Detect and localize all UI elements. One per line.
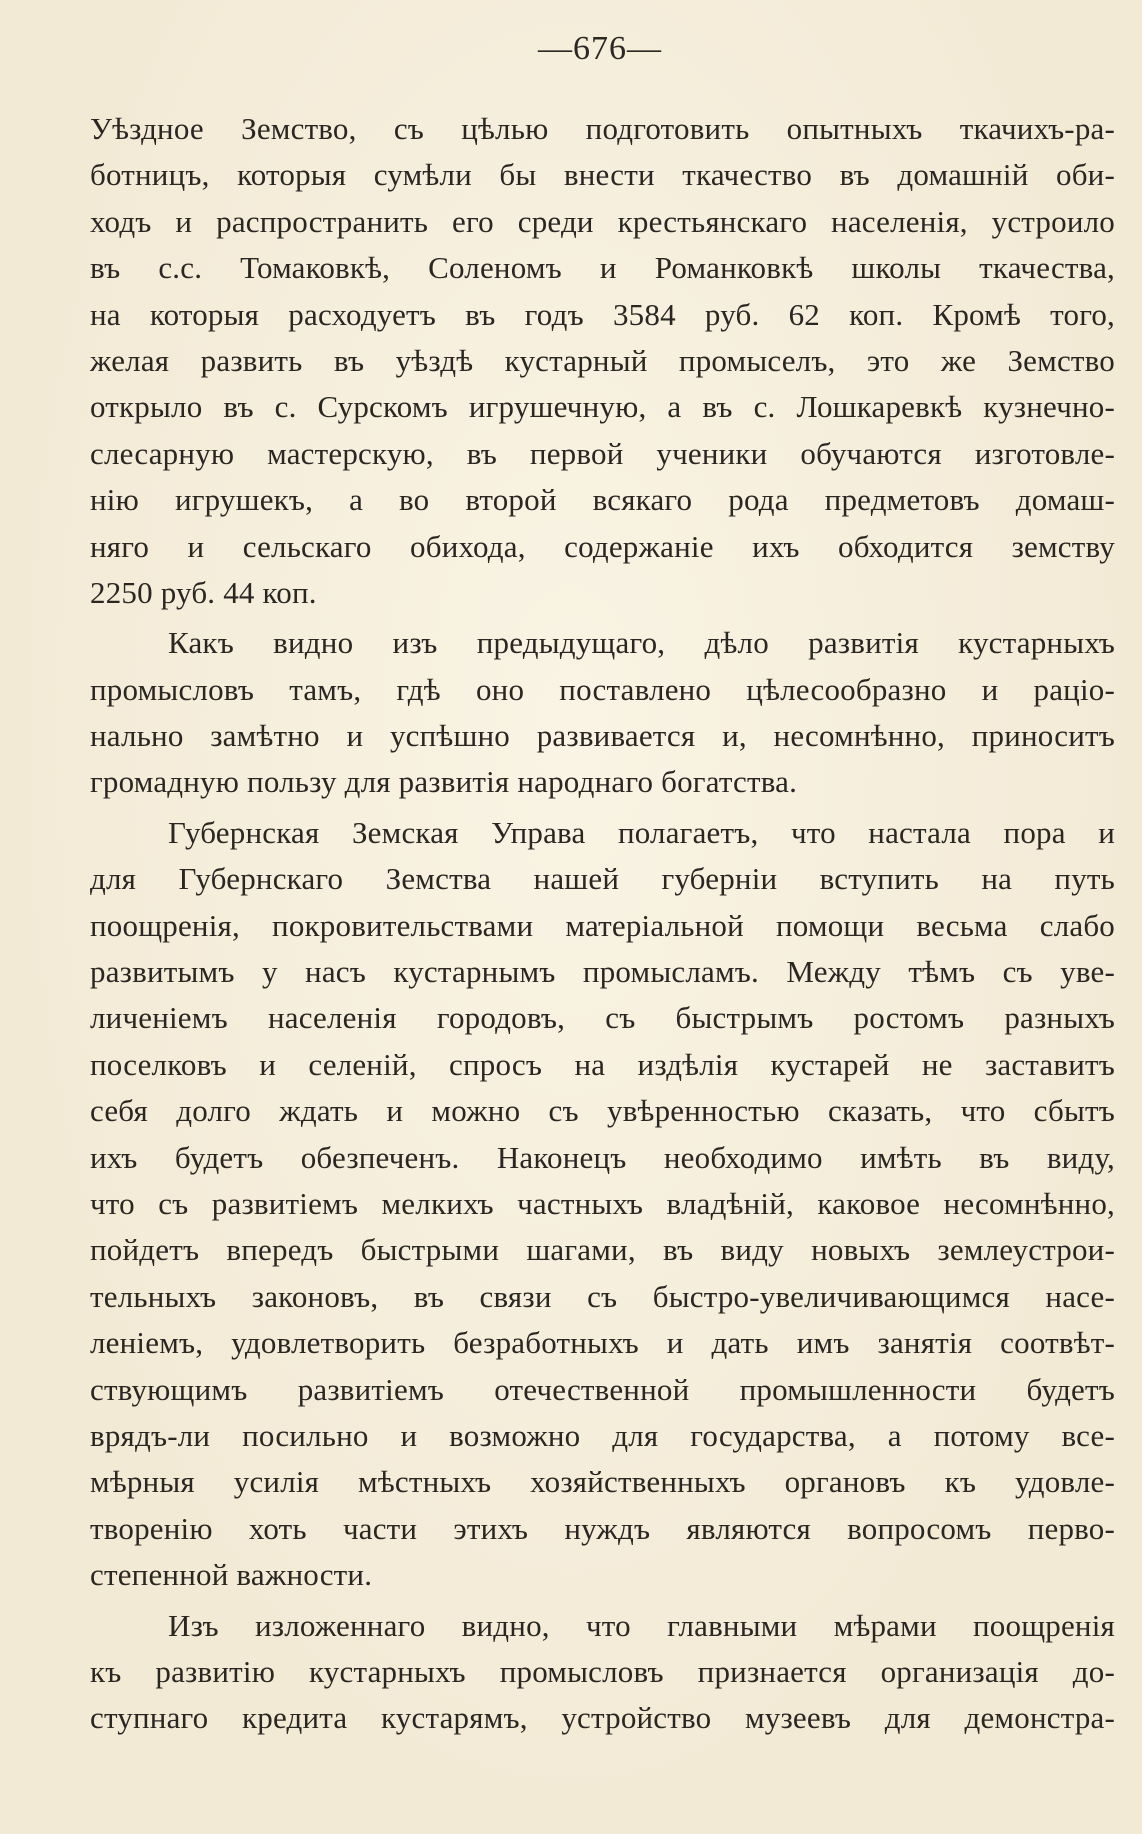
text-line: Уѣздное Земство, съ цѣлью подготовить опытныхъ ткачихъ-ра- — [90, 111, 1115, 146]
paragraph-1 — [90, 106, 1115, 616]
text-line: промысловъ тамъ, гдѣ оно поставлено цѣлесообразно и раціо- — [90, 671, 1115, 707]
text-line: степенной важности. — [90, 1557, 373, 1593]
paragraph-3 — [90, 810, 1115, 1599]
text-line: ихъ будетъ обезпеченъ. Наконецъ необходимо имѣть въ виду, — [90, 1139, 1115, 1175]
text-line: громадную пользу для развитія народнаго богатства. — [90, 764, 798, 800]
text-line: няго и сельскаго обихода, содержаніе ихъ обходится земству — [90, 528, 1115, 564]
text-line: Губернская Земская Управа полагаетъ, что настала пора и — [168, 814, 1115, 850]
text-line: на которыя расходуетъ въ годъ 3584 руб. 62 коп. Кромѣ того, — [90, 296, 1115, 332]
text-line: слесарную мастерскую, въ первой ученики обучаются изготовле- — [90, 435, 1115, 471]
text-line: къ развитію кустарныхъ промысловъ признается организація до- — [90, 1653, 1115, 1689]
text-line: себя долго ждать и можно съ увѣренностью сказать, что сбытъ — [90, 1093, 1115, 1129]
text-line: развитымъ у насъ кустарнымъ промысламъ. Между тѣмъ съ уве- — [90, 954, 1115, 990]
text-line: въ с.с. Томаковкѣ, Соленомъ и Романковкѣ школы ткачества, — [90, 250, 1115, 286]
text-line: поселковъ и селеній, спросъ на издѣлія кустарей не заставитъ — [90, 1046, 1115, 1082]
text-line: для Губернскаго Земства нашей губерніи вступить на путь — [90, 861, 1115, 897]
body-text — [90, 106, 1115, 1742]
text-line: ходъ и распространить его среди крестьянскаго населенія, устроило — [90, 203, 1115, 239]
text-line: Какъ видно изъ предыдущаго, дѣло развитія кустарныхъ — [168, 625, 1115, 661]
page-number: —676— — [538, 30, 662, 67]
text-line: врядъ-ли посильно и возможно для государства, а потому все- — [90, 1417, 1115, 1453]
text-line: пойдетъ впередъ быстрыми шагами, въ виду новыхъ землеустрои- — [90, 1232, 1115, 1268]
text-line: творенію хоть части этихъ нуждъ являются вопросомъ перво- — [90, 1510, 1115, 1546]
text-line: нію игрушекъ, а во второй всякаго рода предметовъ домаш- — [90, 482, 1115, 518]
paragraph-4 — [90, 1603, 1115, 1742]
text-line: что съ развитіемъ мелкихъ частныхъ владѣній, каковое несомнѣнно, — [90, 1185, 1115, 1221]
text-line: мѣрныя усилія мѣстныхъ хозяйственныхъ органовъ къ удовле- — [90, 1464, 1115, 1500]
paragraph-2 — [90, 620, 1115, 806]
text-line: поощренія, покровительствами матеріальной помощи весьма слабо — [90, 907, 1115, 943]
text-line: открыло въ с. Сурскомъ игрушечную, а въ с. Лошкаревкѣ кузнечно- — [90, 389, 1115, 425]
text-line: ступнаго кредита кустарямъ, устройство музеевъ для демонстра- — [90, 1700, 1115, 1736]
text-line: ботницъ, которыя сумѣли бы внести ткачество въ домашній оби- — [90, 157, 1115, 193]
text-line: личеніемъ населенія городовъ, съ быстрымъ ростомъ разныхъ — [90, 1000, 1115, 1036]
text-line: желая развить въ уѣздѣ кустарный промыселъ, это же Земство — [90, 342, 1115, 378]
text-line: 2250 руб. 44 коп. — [90, 574, 317, 610]
text-line: ствующимъ развитіемъ отечественной промышленности будетъ — [90, 1371, 1115, 1407]
text-line: Изъ изложеннаго видно, что главными мѣрами поощренія — [168, 1607, 1115, 1643]
text-line: нально замѣтно и успѣшно развивается и, несомнѣнно, приноситъ — [90, 718, 1115, 754]
text-line: леніемъ, удовлетворить безработныхъ и дать имъ занятія соотвѣт- — [90, 1325, 1115, 1361]
text-line: тельныхъ законовъ, въ связи съ быстро-увеличивающимся насе- — [90, 1278, 1115, 1314]
